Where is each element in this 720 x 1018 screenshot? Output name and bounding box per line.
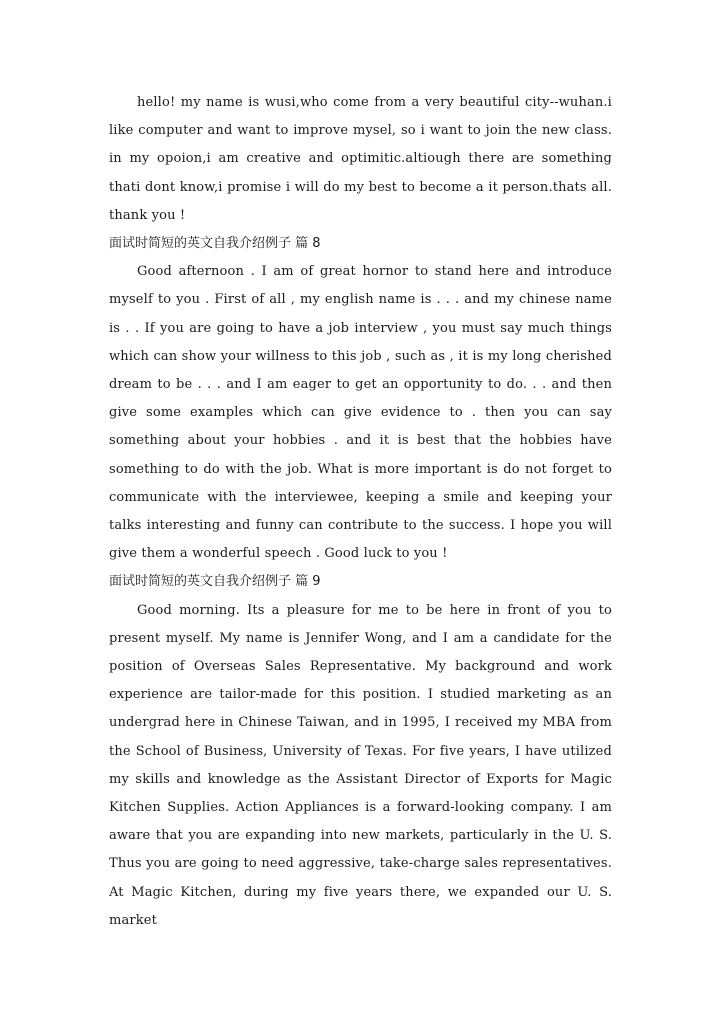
- document-page: [109, 89, 612, 935]
- section-heading-8: 面试时简短的英文自我介绍例子 篇 8: [109, 236, 321, 252]
- section-heading-9: 面试时简短的英文自我介绍例子 篇 9: [109, 574, 321, 590]
- intro-paragraph: hello! my name is wusi,who come from a very beautiful city--wuhan.i like computer and want to improve mysel, so i want to join the new class. in my opoion,i am creative and optimitic.altiough there are something thati dont know,i promise i will do my best to become a it person.thats all. thank you !: [109, 95, 612, 223]
- section-paragraph-9: Good morning. Its a pleasure for me to be here in front of you to present myself. My name is Jennifer Wong, and I am a candidate for the position of Overseas Sales Representative. My background and work experience are tailor-made for this position. I studied marketing as an undergrad here in Chinese Taiwan, and in 1995, I received my MBA from the School of Business, University of Texas. For five years, I have utilized my skills and knowledge as the Assistant Director of Exports for Magic Kitchen Supplies. Action Appliances is a forward-looking company. I am aware that you are expanding into new markets, particularly in the U. S. Thus you are going to need aggressive, take-charge sales representatives. At Magic Kitchen, during my five years there, we expanded our U. S. market: [109, 602, 612, 928]
- section-paragraph-8: Good afternoon . I am of great hornor to stand here and introduce myself to you . First of all , my english name is . . . and my chinese name is . . If you are going to have a job interview , you must say much things which can show your willness to this job , such as , it is my long cherished dream to be . . . and I am eager to get an opportunity to do. . . and then give some examples which can give evidence to . then you can say something about your hobbies . and it is best that the hobbies have something to do with the job. What is more important is do not forget to communicate with the interviewee, keeping a smile and keeping your talks interesting and funny can contribute to the success. I hope you will give them a wonderful speech . Good luck to you !: [109, 264, 612, 562]
